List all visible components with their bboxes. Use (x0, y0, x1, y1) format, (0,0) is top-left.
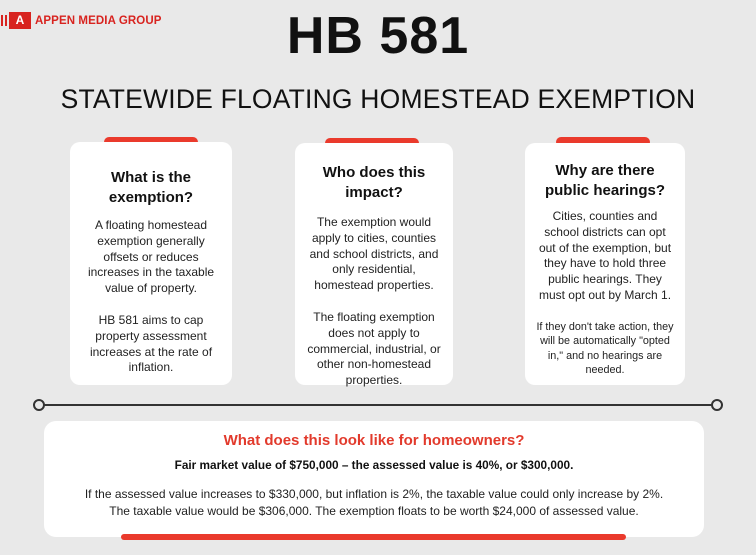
info-card-impact (295, 143, 453, 388)
page-subtitle: STATEWIDE FLOATING HOMESTEAD EXEMPTION (60, 84, 696, 114)
example-market-value: Fair market value of $750,000 – the assessed value is 40%, or $300,000. (174, 458, 574, 472)
card-body (535, 209, 675, 378)
logo-text: APPEN MEDIA GROUP (35, 14, 162, 27)
info-card-exemption (70, 142, 232, 385)
card-body (80, 218, 222, 376)
bottom-accent-bar (121, 534, 626, 540)
card-paragraph: Cities, counties and school districts can opt out of the exemption, but they have to hold three public hearings. They must opt out by March 1. (538, 209, 672, 302)
example-heading: What does this look like for homeowners? (223, 432, 525, 449)
card-paragraph: If they don't take action, they will be automatically "opted in," and no hearings are needed. (536, 320, 674, 377)
card-paragraph: The floating exemption does not apply to commercial, industrial, or other non-homestead properties. (307, 309, 441, 388)
info-card-hearings (525, 143, 685, 385)
logo-mark: A (9, 12, 31, 29)
card-paragraph: HB 581 aims to cap property assessment increases at the rate of inflation. (89, 312, 213, 375)
divider-dot-right (711, 399, 723, 411)
divider-dot-left (33, 399, 45, 411)
card-body (305, 215, 443, 389)
card-paragraph: The exemption would apply to cities, counties and school districts, and only residential, homestead properties. (309, 215, 439, 293)
card-heading: Why are there public hearings? (544, 162, 665, 199)
card-heading: Who does this impact? (322, 164, 426, 201)
card-heading: What is the exemption? (108, 169, 194, 206)
example-explanation: If the assessed value increases to $330,000, but inflation is 2%, the taxable value could only increase by 2%. The taxable value would be $306,000. The exemption floats to be worth $24,000 of assessed value. (84, 487, 664, 518)
card-paragraph: A floating homestead exemption generally offsets or reduces increases in the taxable value of property. (87, 218, 215, 296)
page-title: HB 581 (286, 7, 470, 65)
divider-line (38, 404, 716, 406)
homeowner-example-card (44, 421, 704, 537)
